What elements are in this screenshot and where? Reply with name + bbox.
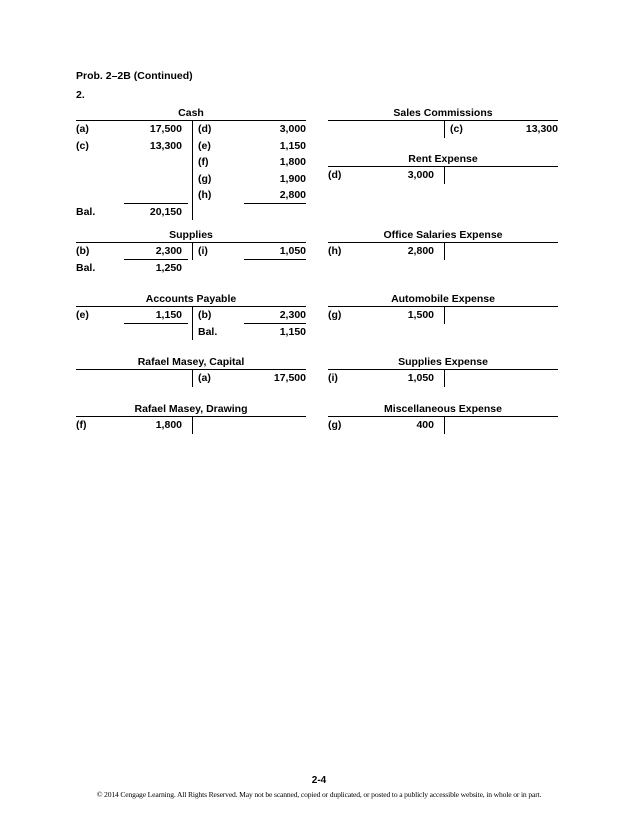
t-account-capital [76,355,306,387]
debit-amount: 2,800 [407,245,434,257]
credit-amount: 2,800 [279,189,306,201]
debit-amount: 1,150 [155,309,182,321]
account-body [76,243,306,276]
credit-amount: 1,800 [279,156,306,168]
debit-amount: 1,800 [155,419,182,431]
debit-ref: (h) [328,245,342,257]
account-title: Rafael Masey, Capital [76,355,306,370]
t-account-drawing [76,402,306,434]
debit-ref: (f) [76,419,87,431]
problem-heading: Prob. 2–2B (Continued) [76,70,193,82]
ledger-row [328,417,558,434]
debit-amount: 2,300 [155,245,182,257]
ledger-row [328,370,558,387]
account-body [76,370,306,387]
credit-ref: (f) [198,156,209,168]
credit-ref: (h) [198,189,212,201]
debit-ref: (b) [76,245,90,257]
credit-ref: Bal. [198,325,218,338]
debit-amount: 13,300 [149,139,182,152]
credit-ref: (e) [198,139,211,152]
credit-amount: 1,150 [279,325,306,338]
debit-ref: (a) [76,123,89,135]
ledger-row [328,307,558,324]
credit-ref: (i) [198,245,208,257]
credit-total-rule [244,259,306,260]
account-body [328,417,558,434]
credit-amount: 17,500 [273,372,306,384]
account-title: Miscellaneous Expense [328,402,558,417]
page-number: 2-4 [311,775,327,786]
account-body [328,167,558,184]
debit-ref: (e) [76,309,89,321]
account-title: Accounts Payable [76,292,306,307]
credit-amount: 1,900 [279,172,306,185]
ledger-row [76,307,306,324]
account-body [76,307,306,340]
account-title: Office Salaries Expense [328,228,558,243]
ledger-row [76,204,306,221]
debit-amount: 400 [416,419,434,431]
credit-ref: (a) [198,372,211,384]
debit-total-rule [124,323,188,324]
debit-ref: (d) [328,169,342,181]
account-title: Sales Commissions [328,106,558,121]
debit-total-rule [124,203,188,204]
t-account-sales-commissions [328,106,558,138]
debit-amount: 1,250 [155,261,182,274]
ledger-row [76,370,306,387]
t-account-miscellaneous-expense [328,402,558,434]
debit-amount: 3,000 [407,169,434,181]
credit-amount: 3,000 [279,123,306,135]
credit-ref: (g) [198,172,212,185]
credit-total-rule [244,323,306,324]
account-body [76,417,306,434]
ledger-row [76,324,306,341]
account-title: Rafael Masey, Drawing [76,402,306,417]
credit-amount: 13,300 [525,123,558,135]
debit-ref: (g) [328,309,342,321]
ledger-row [328,167,558,184]
ledger-row [328,121,558,138]
account-body [328,307,558,324]
account-title: Supplies [76,228,306,243]
account-body [328,121,558,138]
ledger-row [76,260,306,277]
credit-total-rule [244,203,306,204]
t-account-rent-expense [328,152,558,184]
part-label: 2. [76,89,85,101]
debit-total-rule [124,259,188,260]
ledger-row [76,154,306,171]
ledger-row [76,138,306,155]
credit-amount: 2,300 [279,309,306,321]
ledger-row [328,243,558,260]
t-account-supplies-expense [328,355,558,387]
debit-ref: (i) [328,372,338,384]
account-body [328,370,558,387]
ledger-row [76,121,306,138]
account-title: Cash [76,106,306,121]
debit-ref: Bal. [76,261,96,274]
credit-ref: (d) [198,123,212,135]
credit-amount: 1,150 [279,139,306,152]
account-title: Rent Expense [328,152,558,167]
debit-ref: (c) [76,139,89,152]
debit-amount: 17,500 [149,123,182,135]
ledger-row [76,417,306,434]
t-account-cash [76,106,306,220]
account-body [328,243,558,260]
debit-amount: 1,050 [407,372,434,384]
ledger-row [76,171,306,188]
t-account-automobile-expense [328,292,558,324]
t-account-supplies [76,228,306,276]
debit-amount: 20,150 [149,205,182,218]
account-body [76,121,306,220]
t-account-accounts-payable [76,292,306,340]
debit-ref: Bal. [76,205,96,218]
t-account-office-salaries-expense [328,228,558,260]
credit-ref: (c) [450,123,463,135]
account-title: Automobile Expense [328,292,558,307]
copyright-notice: © 2014 Cengage Learning. All Rights Reserved. May not be scanned, copied or duplicated, or posted to a publicly accessible website, in whole or in part. [96,790,542,799]
credit-ref: (b) [198,309,212,321]
account-title: Supplies Expense [328,355,558,370]
debit-amount: 1,500 [407,309,434,321]
ledger-row [76,243,306,260]
ledger-row [76,187,306,204]
credit-amount: 1,050 [279,245,306,257]
debit-ref: (g) [328,419,342,431]
